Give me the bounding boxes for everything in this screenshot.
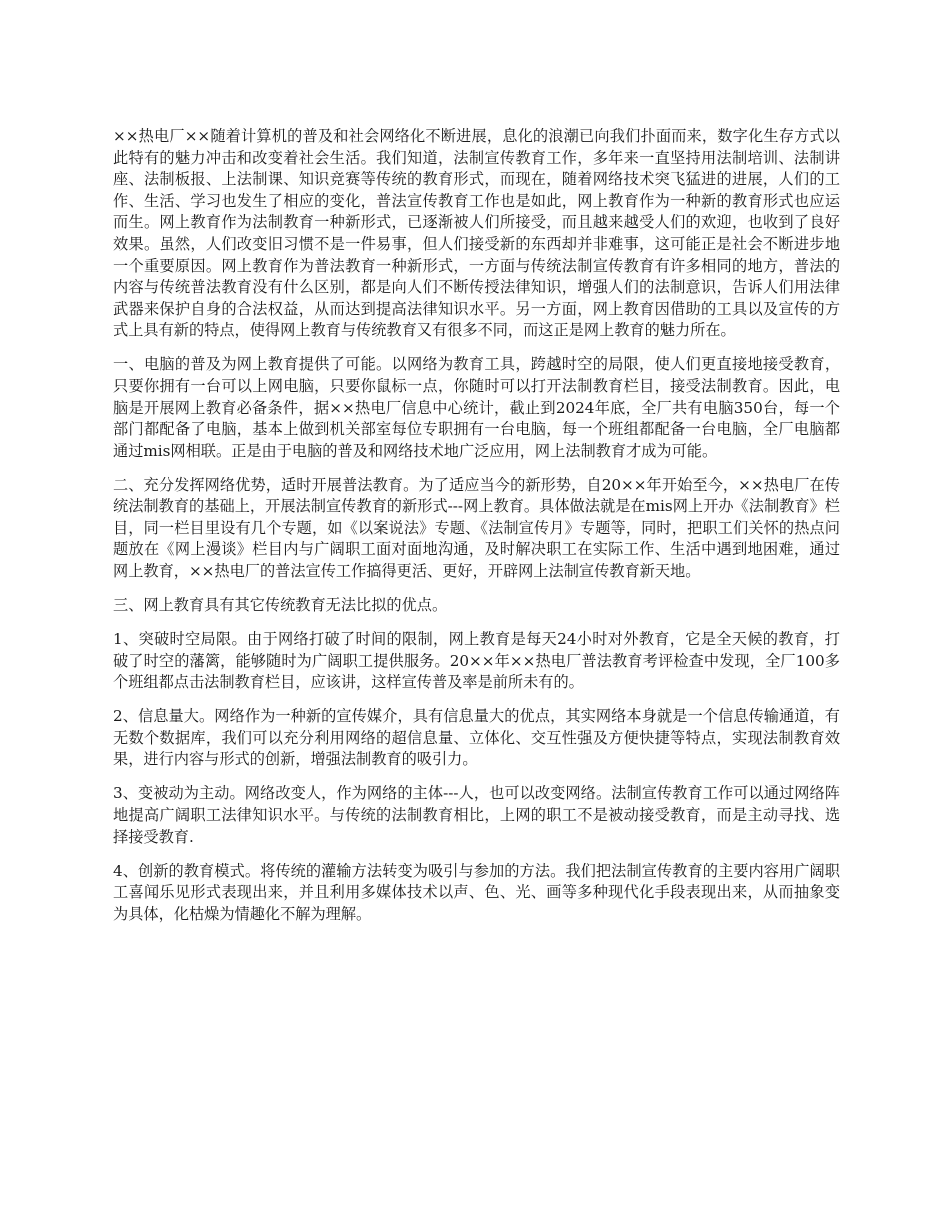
point-four-paragraph: 4、创新的教育模式。将传统的灌输方法转变为吸引与参加的方法。我们把法制宣传教育的主要内容用广阔职工喜闻乐见形式表现出来，并且利用多媒体技术以声、色、光、画等多种现代化手段表现出来，从而抽象变为具体，化枯燥为情趣化不解为理解。 (113, 861, 840, 923)
intro-paragraph: ××热电厂××随着计算机的普及和社会网络化不断进展，息化的浪潮已向我们扑面而来，数字化生存方式以此特有的魅力冲击和改变着社会生活。我们知道，法制宣传教育工作，多年来一直坚持用法制培训、法制讲座、法制板报、上法制课、知识竞赛等传统的教育形式，而现在，随着网络技术突飞猛进的进展，人们的工作、生活、学习也发生了相应的变化，普法宣传教育工作也是如此，网上教育作为一种新的教育形式也应运而生。网上教育作为法制教育一种新形式，已逐渐被人们所接受，而且越来越受人们的欢迎，也收到了良好效果。虽然，人们改变旧习惯不是一件易事，但人们接受新的东西却并非难事，这可能正是社会不断进步地一个重要原因。网上教育作为普法教育一种新形式，一方面与传统法制宣传教育有许多相同的地方，普法的内容与传统普法教育没有什么区别，都是向人们不断传授法律知识，增强人们的法制意识，告诉人们用法律武器来保护自身的合法权益，从而达到提高法律知识水平。另一方面，网上教育因借助的工具以及宣传的方式上具有新的特点，使得网上教育与传统教育又有很多不同，而这正是网上教育的魅力所在。 (113, 127, 840, 340)
point-three-paragraph: 3、变被动为主动。网络改变人，作为网络的主体---人，也可以改变网络。法制宣传教育工作可以通过网络阵地提高广阔职工法律知识水平。与传统的法制教育相比，上网的职工不是被动接受教育，而是主动寻找、选择接受教育. (113, 784, 840, 846)
section-three-heading: 三、网上教育具有其它传统教育无法比拟的优点。 (113, 596, 448, 615)
point-two-paragraph: 2、信息量大。网络作为一种新的宣传媒介，具有信息量大的优点，其实网络本身就是一个信息传输通道，有无数个数据库，我们可以充分利用网络的超信息量、立体化、交互性强及方便快捷等特点，实现法制教育效果，进行内容与形式的创新，增强法制教育的吸引力。 (113, 707, 840, 769)
section-two-paragraph: 二、充分发挥网络优势，适时开展普法教育。为了适应当今的新形势，自20××年开始至今，××热电厂在传统法制教育的基础上，开展法制宣传教育的新形式---网上教育。具体做法就是在mis网上开办《法制教育》栏目，同一栏目里设有几个专题，如《以案说法》专题、《法制宣传月》专题等，同时，把职工们关怀的热点问题放在《网上漫谈》栏目内与广阔职工面对面地沟通，及时解决职工在实际工作、生活中遇到地困难，通过网上教育，××热电厂的普法宣传工作搞得更活、更好，开辟网上法制宣传教育新天地。 (113, 475, 840, 581)
point-one-paragraph: 1、突破时空局限。由于网络打破了时间的限制，网上教育是每天24小时对外教育，它是全天候的教育，打破了时空的藩篱，能够随时为广阔职工提供服务。20××年××热电厂普法教育考评检查中发现，全厂100多个班组都点击法制教育栏目，应该讲，这样宣传普及率是前所未有的。 (113, 630, 840, 692)
document-body (113, 126, 840, 938)
section-one-paragraph: 一、电脑的普及为网上教育提供了可能。以网络为教育工具，跨越时空的局限，使人们更直接地接受教育，只要你拥有一台可以上网电脑，只要你鼠标一点，你随时可以打开法制教育栏目，接受法制教育。因此，电脑是开展网上教育必备条件，据××热电厂信息中心统计，截止到2024年底，全厂共有电脑350台，每一个部门都配备了电脑，基本上做到机关部室每位专职拥有一台电脑，每一个班组都配备一台电脑，全厂电脑都通过mis网相联。正是由于电脑的普及和网络技术地广泛应用，网上法制教育才成为可能。 (113, 355, 840, 460)
